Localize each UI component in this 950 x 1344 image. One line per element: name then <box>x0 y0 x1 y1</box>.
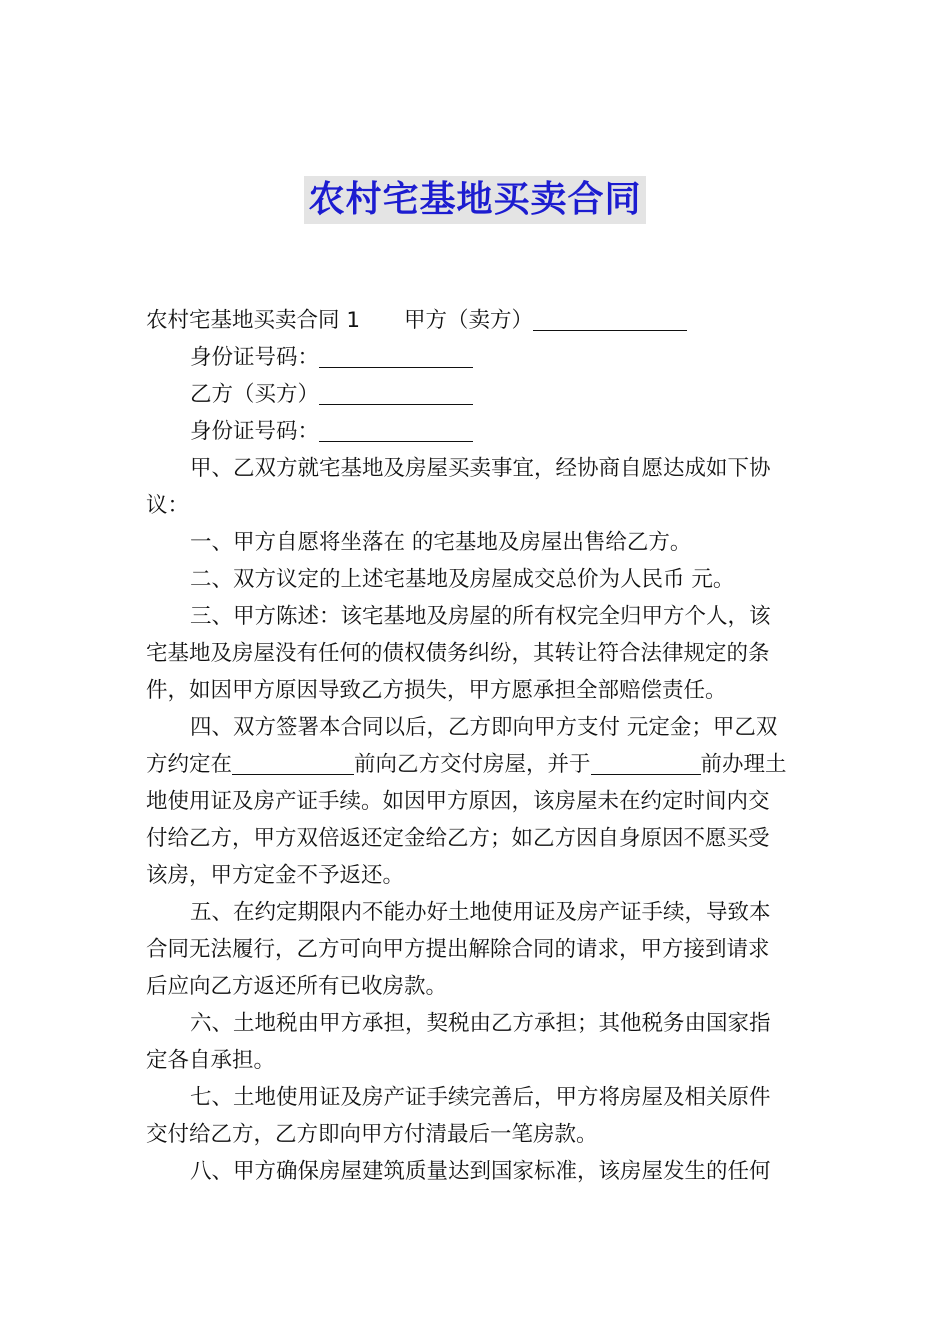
document-title: 农村宅基地买卖合同 <box>304 176 645 224</box>
id-b-blank <box>319 417 473 442</box>
intro-line: 议： <box>146 493 190 518</box>
clause-7-line: 七、土地使用证及房产证手续完善后，甲方将房屋及相关原件 <box>190 1085 771 1110</box>
clause-3-line: 宅基地及房屋没有任何的债权债务纠纷，其转让符合法律规定的条 <box>146 641 770 666</box>
intro-line: 甲、乙双方就宅基地及房屋买卖事宜，经协商自愿达成如下协 <box>190 456 771 481</box>
party-b-line <box>146 376 808 413</box>
clause-6-line: 六、土地税由甲方承担，契税由乙方承担；其他税务由国家指 <box>190 1011 771 1036</box>
clause-8-line: 八、甲方确保房屋建筑质量达到国家标准，该房屋发生的任何 <box>190 1159 771 1184</box>
id-line-a <box>146 339 808 376</box>
clause-4-line <box>146 746 808 783</box>
clause-4-text: 前向乙方交付房屋，并于 <box>354 752 591 777</box>
clause-4-text: 方约定在 <box>146 752 233 777</box>
party-a-blank <box>533 306 687 331</box>
party-a-label: 甲方（卖方） <box>404 308 534 333</box>
clause-4-text: 前办理土 <box>700 752 787 777</box>
clause-4-line: 该房，甲方定金不予返还。 <box>146 863 405 888</box>
clause-4-line: 地使用证及房产证手续。如因甲方原因，该房屋未在约定时间内交 <box>146 789 770 814</box>
id-label-a: 身份证号码： <box>190 345 320 370</box>
clause-5-line: 合同无法履行，乙方可向甲方提出解除合同的请求，甲方接到请求 <box>146 937 770 962</box>
party-b-label: 乙方（买方） <box>190 382 320 407</box>
document-body <box>146 302 808 1190</box>
delivery-date-blank <box>232 750 354 775</box>
doc-label: 农村宅基地买卖合同 1 <box>146 308 361 333</box>
id-label-b: 身份证号码： <box>190 419 320 444</box>
clause-4-line: 付给乙方，甲方双倍返还定金给乙方；如乙方因自身原因不愿买受 <box>146 826 770 851</box>
clause-3-line: 件，如因甲方原因导致乙方损失，甲方愿承担全部赔偿责任。 <box>146 678 727 703</box>
clause-3-line: 三、甲方陈述：该宅基地及房屋的所有权完全归甲方个人，该 <box>190 604 771 629</box>
id-a-blank <box>319 343 473 368</box>
header-line <box>146 302 808 339</box>
id-line-b <box>146 413 808 450</box>
clause-4-line: 四、双方签署本合同以后，乙方即向甲方支付 元定金；甲乙双 <box>190 715 778 740</box>
party-b-blank <box>319 380 473 405</box>
certificate-date-blank <box>591 750 701 775</box>
clause-5-line: 后应向乙方返还所有已收房款。 <box>146 974 448 999</box>
clause-1: 一、甲方自愿将坐落在 的宅基地及房屋出售给乙方。 <box>190 530 692 555</box>
clause-5-line: 五、在约定期限内不能办好土地使用证及房产证手续，导致本 <box>190 900 771 925</box>
clause-6-line: 定各自承担。 <box>146 1048 276 1073</box>
clause-2: 二、双方议定的上述宅基地及房屋成交总价为人民币 元。 <box>190 567 735 592</box>
clause-7-line: 交付给乙方，乙方即向甲方付清最后一笔房款。 <box>146 1122 598 1147</box>
title-container <box>0 176 950 224</box>
